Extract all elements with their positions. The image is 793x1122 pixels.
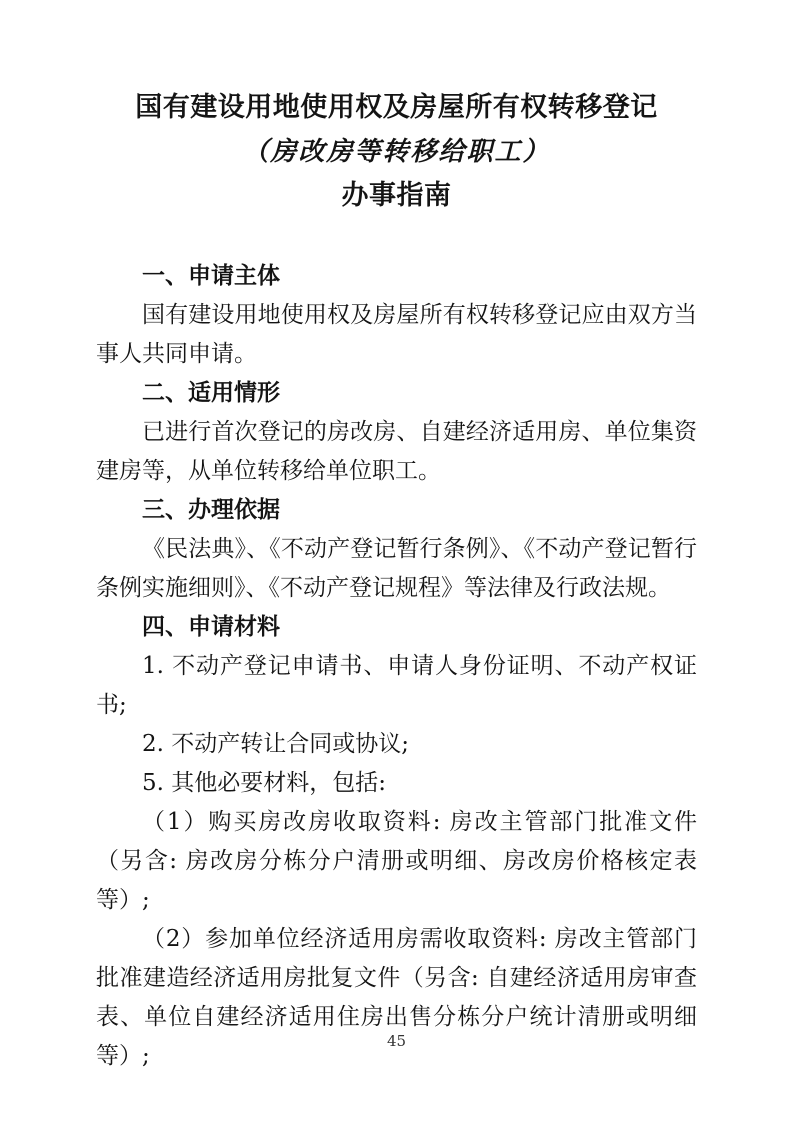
section-3-paragraph: 《民法典》、《不动产登记暂行条例》、《不动产登记暂行条例实施细则》、《不动产登记规程》等法律及行政法规。 (96, 536, 697, 601)
section-2-paragraph: 已进行首次登记的房改房、自建经济适用房、单位集资建房等，从单位转移给单位职工。 (96, 419, 697, 484)
material-item-2: 2. 不动产转让合同或协议; (142, 731, 410, 757)
section-application-subject (96, 257, 697, 374)
section-legal-basis (96, 491, 697, 608)
document-body (96, 257, 697, 1076)
section-heading-4: 四、申请材料 (142, 614, 280, 640)
material-item-1: 1. 不动产登记申请书、申请人身份证明、不动产权证书; (96, 653, 697, 718)
document-title-line-1: 国有建设用地使用权及房屋所有权转移登记 (135, 92, 658, 123)
section-applicable-circumstances (96, 374, 697, 491)
material-subitem-2: （2）参加单位经济适用房需收取资料: 房改主管部门批准建造经济适用房批复文件（另含: 自建经济适用房审查表、单位自建经济适用住房出售分栋分户统计清册或明细等）; (96, 926, 697, 1069)
page-number: 45 (386, 1032, 407, 1050)
section-heading-1: 一、申请主体 (142, 263, 280, 289)
document-title-line-3: 办事指南 (341, 180, 452, 211)
page-footer (0, 1032, 793, 1051)
material-subitem-1: （1）购买房改房收取资料: 房改主管部门批准文件（另含: 房改房分栋分户清册或明细、房改房价格核定表等）; (96, 809, 697, 913)
material-item-5: 5. 其他必要材料，包括: (142, 770, 387, 796)
section-heading-3: 三、办理依据 (142, 497, 280, 523)
section-application-materials (96, 608, 697, 1076)
section-heading-2: 二、适用情形 (142, 380, 280, 406)
section-1-paragraph: 国有建设用地使用权及房屋所有权转移登记应由双方当事人共同申请。 (96, 302, 697, 367)
document-title-line-2: （房改房等转移给职工） (242, 137, 551, 167)
document-title-block (0, 0, 793, 218)
